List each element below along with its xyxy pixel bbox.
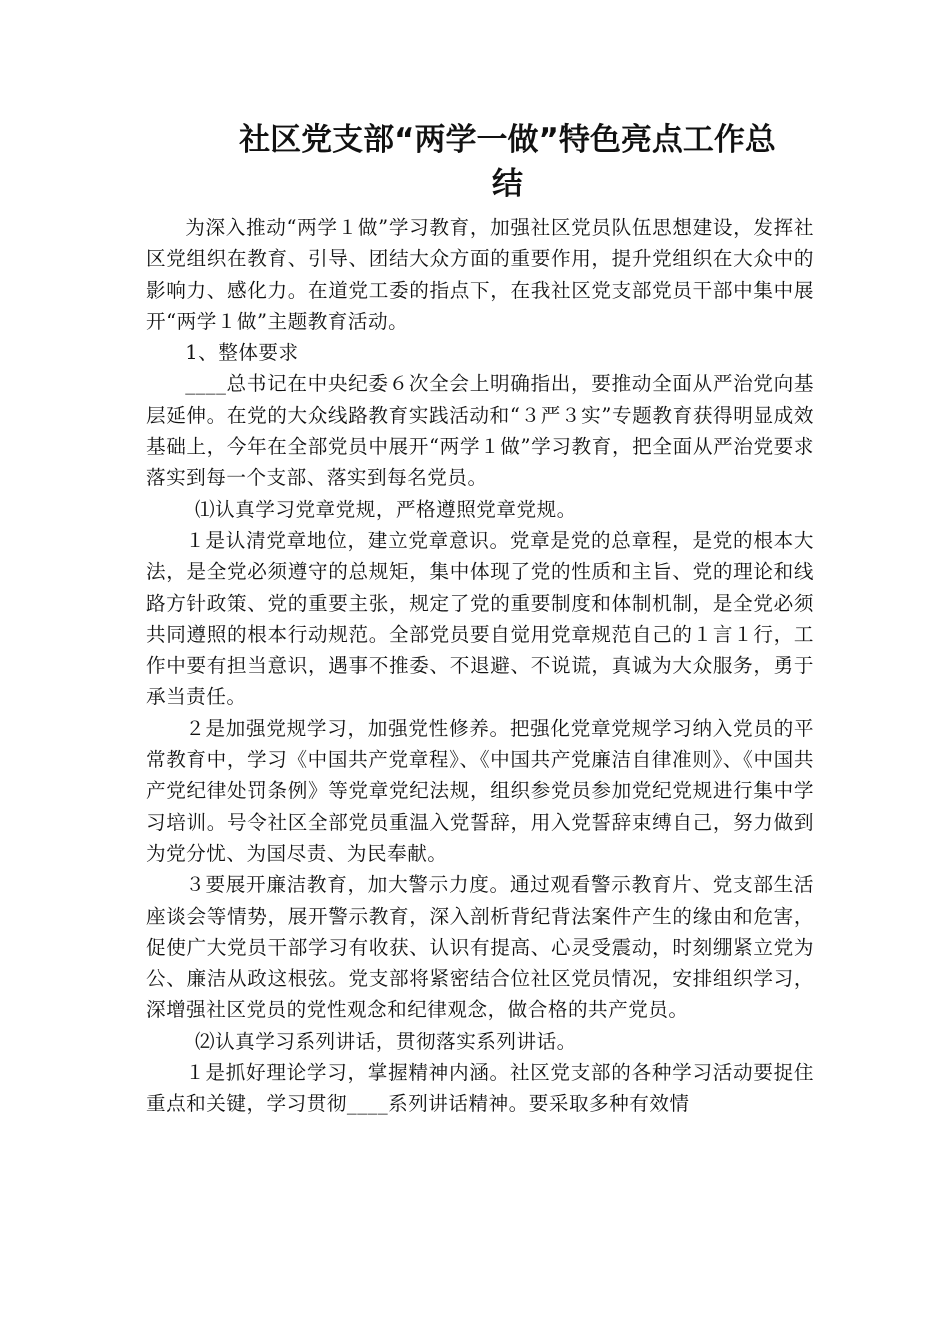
document-title-continued: 结 (492, 166, 523, 202)
document-title: 社区党支部“两学一做”特色亮点工作总 (239, 122, 776, 158)
paragraph-intro: 为深入推动“两学１做”学习教育，加强社区党员队伍思想建设，发挥社区党组织在教育、引导、团结大众方面的重要作用，提升党组织在大众中的影响力、感化力。在道党工委的指点下，在我社区党支部党员干部中集中展开“两学１做”主题教育活动。 (146, 216, 814, 333)
document-body (146, 212, 814, 1120)
section-heading-overall-requirements: 1、整体要求 (185, 341, 299, 365)
subsection-heading-party-rules: ⑴认真学习党章党规，严格遵照党章党规。 (195, 497, 577, 521)
paragraph-point-3: ３要展开廉洁教育，加大警示力度。通过观看警示教育片、党支部生活座谈会等情势，展开警示教育，深入剖析背纪背法案件产生的缘由和危害，促使广大党员干部学习有收获、认识有提高、心灵受震动，时刻绷紧立党为公、廉洁从政这根弦。党支部将紧密结合位社区党员情况，安排组织学习，深增强社区党员的党性观念和纪律观念，做合格的共产党员。 (146, 873, 814, 1022)
paragraph-point-1: １是认清党章地位，建立党章意识。党章是党的总章程，是党的根本大法，是全党必须遵守的总规矩，集中体现了党的性质和主旨、党的理论和线路方针政策、党的重要主张，规定了党的重要制度和体制机制，是全党必须共同遵照的根本行动规范。全部党员要自觉用党章规范自己的１言１行，工作中要有担当意识，遇事不推委、不退避、不说谎，真诚为大众服务，勇于承当责任。 (146, 528, 814, 709)
paragraph-requirements: ____总书记在中央纪委６次全会上明确指出，要推动全面从严治党向基层延伸。在党的大众线路教育实践活动和“３严３实”专题教育获得明显成效基础上，今年在全部党员中展开“两学１做”学习教育，把全面从严治党要求落实到每一个支部、落实到每名党员。 (146, 372, 814, 490)
paragraph-theory-study: １是抓好理论学习，掌握精神内涵。社区党支部的各种学习活动要捉住重点和关键，学习贯彻____系列讲话精神。要采取多种有效情 (146, 1061, 814, 1116)
paragraph-point-2: ２是加强党规学习，加强党性修养。把强化党章党规学习纳入党员的平常教育中，学习《中国共产党章程》、《中国共产党廉洁自律准则》、《中国共产党纪律处罚条例》等党章党纪法规，组织参党员参加党纪党规进行集中学习培训。号令社区全部党员重温入党誓辞，用入党誓辞束缚自己，努力做到为党分忧、为国尽责、为民奉献。 (146, 716, 814, 865)
subsection-heading-speeches: ⑵认真学习系列讲话，贯彻落实系列讲话。 (195, 1029, 577, 1053)
